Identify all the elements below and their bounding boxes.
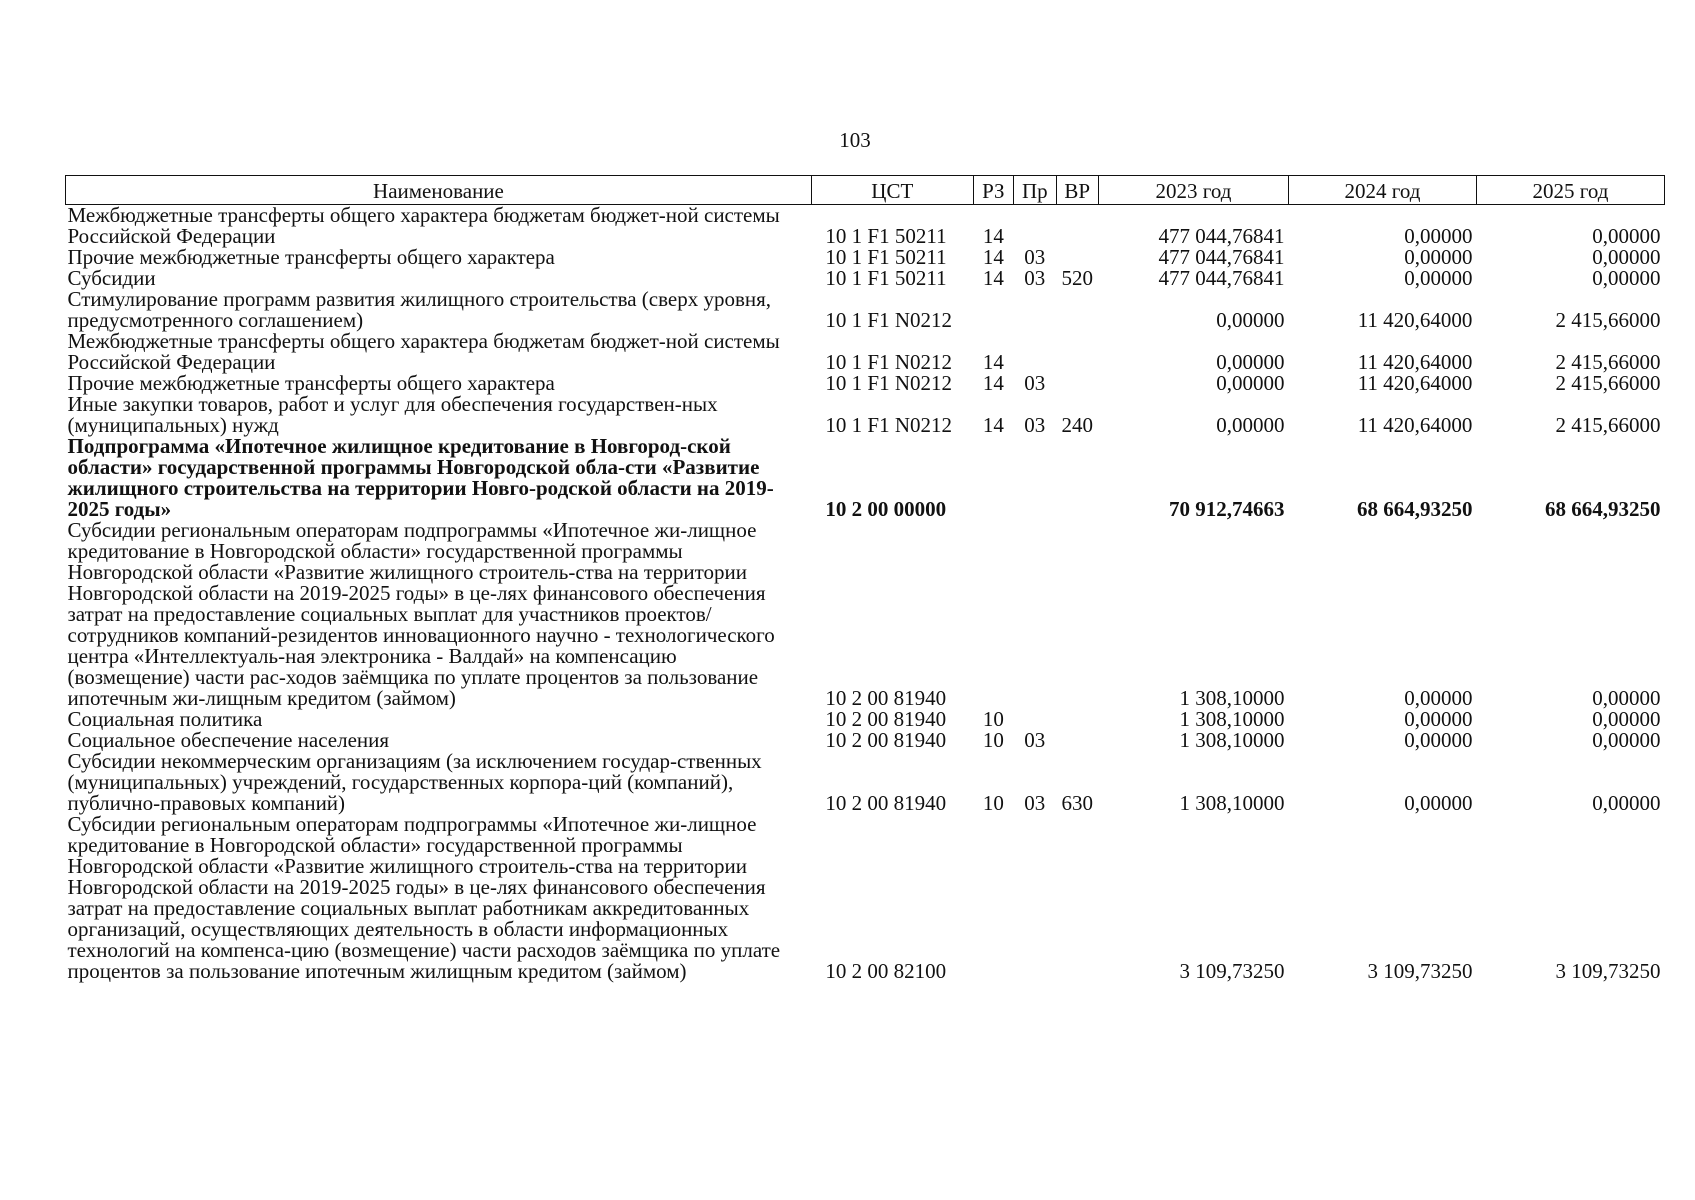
row-value-2024: 0,00000: [1404, 245, 1473, 269]
row-name: Межбюджетные трансферты общего характера бюджетам бюджет-ной системы Российской Федерации: [67, 203, 780, 248]
row-vr: [1056, 520, 1098, 709]
row-rz: [973, 520, 1013, 709]
row-value-2024: 11 420,64000: [1357, 413, 1473, 437]
row-rz: 14: [982, 413, 1004, 437]
row-vr: [1056, 331, 1098, 373]
row-value-2023: 477 044,76841: [1158, 224, 1285, 248]
row-vr: [1056, 436, 1098, 520]
row-value-2024: 68 664,93250: [1356, 497, 1473, 521]
row-rz: 10: [982, 728, 1004, 752]
row-value-2023: 477 044,76841: [1158, 245, 1285, 269]
row-value-2024: 3 109,73250: [1367, 959, 1473, 983]
row-vr: 240: [1061, 413, 1093, 437]
row-pr: 03: [1024, 791, 1046, 815]
row-code: 10 2 00 81940: [825, 791, 947, 815]
row-vr: [1056, 709, 1098, 730]
header-2024: 2024 год: [1288, 176, 1476, 205]
row-name: Прочие межбюджетные трансферты общего характера: [67, 371, 555, 395]
row-pr: [1014, 436, 1056, 520]
row-rz: [973, 436, 1013, 520]
row-value-2023: 1 308,10000: [1179, 791, 1285, 815]
row-value-2023: 1 308,10000: [1179, 686, 1285, 710]
row-name: Прочие межбюджетные трансферты общего характера: [67, 245, 555, 269]
table-row: [66, 289, 1665, 331]
row-value-2023: 0,00000: [1216, 350, 1285, 374]
row-value-2025: 3 109,73250: [1555, 959, 1661, 983]
header-2025: 2025 год: [1476, 176, 1664, 205]
row-value-2023: 1 308,10000: [1179, 728, 1285, 752]
table-row: [66, 751, 1665, 814]
row-name: Стимулирование программ развития жилищного строительства (сверх уровня, предусмотренного соглашением): [67, 287, 772, 332]
row-code: 10 2 00 82100: [825, 959, 947, 983]
row-rz: 14: [982, 371, 1004, 395]
row-name: Подпрограмма «Ипотечное жилищное кредитование в Новгород-ской области» государственной программы Новгородской обла-сти «Развитие жилищного строительства на территории Новго-родской области на 2019-2025 годы»: [67, 434, 774, 521]
row-rz: 10: [982, 707, 1004, 731]
row-value-2023: 477 044,76841: [1158, 266, 1285, 290]
row-name: Социальное обеспечение населения: [67, 728, 390, 752]
row-code: 10 1 F1 50211: [825, 245, 947, 269]
row-pr: [1014, 331, 1056, 373]
header-2023: 2023 год: [1098, 176, 1288, 205]
header-code: ЦСТ: [811, 176, 973, 205]
row-value-2024: 0,00000: [1404, 224, 1473, 248]
row-pr: [1014, 205, 1056, 248]
table-row: [66, 205, 1665, 248]
row-value-2023: 0,00000: [1216, 413, 1285, 437]
row-code: 10 2 00 81940: [825, 707, 947, 731]
row-pr: 03: [1024, 371, 1046, 395]
budget-table: [65, 175, 1665, 982]
row-rz: 14: [982, 266, 1004, 290]
table-body: [66, 205, 1665, 983]
row-vr: [1056, 205, 1098, 248]
row-rz: [973, 814, 1013, 982]
row-code: 10 1 F1 N0212: [825, 350, 953, 374]
row-value-2024: 0,00000: [1404, 728, 1473, 752]
row-value-2025: 0,00000: [1592, 245, 1661, 269]
row-value-2025: 0,00000: [1592, 224, 1661, 248]
table-row: [66, 373, 1665, 394]
row-vr: 520: [1061, 266, 1093, 290]
row-value-2025: 0,00000: [1592, 266, 1661, 290]
table-header: [66, 176, 1665, 205]
header-pr: Пр: [1014, 176, 1056, 205]
row-pr: [1014, 289, 1056, 331]
row-code: 10 2 00 81940: [825, 686, 947, 710]
table-row: [66, 436, 1665, 520]
row-value-2023: 1 308,10000: [1179, 707, 1285, 731]
row-code: 10 1 F1 N0212: [825, 371, 953, 395]
table-row: [66, 730, 1665, 751]
row-value-2025: 0,00000: [1592, 707, 1661, 731]
row-vr: [1056, 730, 1098, 751]
row-value-2023: 70 912,74663: [1168, 497, 1285, 521]
row-code: 10 2 00 81940: [825, 728, 947, 752]
header-name: Наименование: [66, 176, 812, 205]
row-value-2025: 0,00000: [1592, 686, 1661, 710]
row-vr: 630: [1061, 791, 1093, 815]
row-rz: [973, 289, 1013, 331]
row-value-2024: 11 420,64000: [1357, 350, 1473, 374]
row-pr: 03: [1024, 728, 1046, 752]
header-vr: ВР: [1056, 176, 1098, 205]
row-vr: [1056, 289, 1098, 331]
row-vr: [1056, 814, 1098, 982]
row-vr: [1056, 247, 1098, 268]
page-number: 103: [839, 128, 871, 152]
row-value-2025: 0,00000: [1592, 728, 1661, 752]
row-rz: 10: [982, 791, 1004, 815]
row-value-2024: 0,00000: [1404, 707, 1473, 731]
row-value-2024: 0,00000: [1404, 266, 1473, 290]
row-pr: [1014, 814, 1056, 982]
row-value-2024: 0,00000: [1404, 791, 1473, 815]
table-row: [66, 709, 1665, 730]
row-name: Субсидии региональным операторам подпрограммы «Ипотечное жи-лищное кредитование в Новгородской области» государственной программы Новгородской области «Развитие жилищного строитель-ства на территории Новгородской области на 2019-2025 годы» в це-лях финансового обеспечения затрат на предоставление социальных выплат работникам аккредитованных организаций, осуществляющих деятельность в области информационных технологий на компенса-цию (возмещение) части расходов заёмщика по уплате процентов за пользование ипотечным жилищным кредитом (займом): [67, 812, 781, 983]
row-rz: 14: [982, 224, 1004, 248]
row-value-2024: 0,00000: [1404, 686, 1473, 710]
row-rz: 14: [982, 245, 1004, 269]
row-value-2025: 2 415,66000: [1555, 413, 1661, 437]
row-name: Социальная политика: [67, 707, 263, 731]
row-code: 10 1 F1 N0212: [825, 308, 953, 332]
row-value-2024: 11 420,64000: [1357, 371, 1473, 395]
row-value-2024: 11 420,64000: [1357, 308, 1473, 332]
row-code: 10 1 F1 50211: [825, 224, 947, 248]
row-value-2025: 0,00000: [1592, 791, 1661, 815]
row-value-2025: 2 415,66000: [1555, 371, 1661, 395]
row-name: Межбюджетные трансферты общего характера бюджетам бюджет-ной системы Российской Федерации: [67, 329, 780, 374]
row-code: 10 1 F1 N0212: [825, 413, 953, 437]
row-rz: 14: [982, 350, 1004, 374]
table-row: [66, 331, 1665, 373]
row-name: Субсидии региональным операторам подпрограммы «Ипотечное жи-лищное кредитование в Новгородской области» государственной программы Новгородской области «Развитие жилищного строитель-ства на территории Новгородской области на 2019-2025 годы» в це-лях финансового обеспечения затрат на предоставление социальных выплат для участников проектов/сотрудников компаний-резидентов инновационного научно - технологического центра «Интеллектуаль-ная электроника - Валдай» на компенсацию (возмещение) части рас-ходов заёмщика по уплате процентов за пользование ипотечным жи-лищным кредитом (займом): [67, 518, 775, 710]
row-value-2023: 0,00000: [1216, 371, 1285, 395]
row-pr: [1014, 520, 1056, 709]
row-pr: 03: [1024, 266, 1046, 290]
row-name: Субсидии: [67, 266, 156, 290]
row-pr: 03: [1024, 413, 1046, 437]
row-name: Субсидии некоммерческим организациям (за исключением государ-ственных (муниципальных) учреждений, государственных корпора-ций (компаний), публично-правовых компаний): [67, 749, 762, 815]
row-pr: 03: [1024, 245, 1046, 269]
row-name: Иные закупки товаров, работ и услуг для обеспечения государствен-ных (муниципальных) нужд: [67, 392, 718, 437]
row-value-2025: 2 415,66000: [1555, 350, 1661, 374]
table-row: [66, 268, 1665, 289]
header-rz: РЗ: [973, 176, 1013, 205]
row-code: 10 1 F1 50211: [825, 266, 947, 290]
row-value-2023: 0,00000: [1216, 308, 1285, 332]
row-vr: [1056, 373, 1098, 394]
row-value-2025: 2 415,66000: [1555, 308, 1661, 332]
row-value-2025: 68 664,93250: [1545, 497, 1661, 521]
row-code: 10 2 00 00000: [825, 497, 947, 521]
row-pr: [1014, 709, 1056, 730]
table-row: [66, 394, 1665, 436]
table-row: [66, 520, 1665, 709]
row-value-2023: 3 109,73250: [1179, 959, 1285, 983]
table-row: [66, 247, 1665, 268]
table-row: [66, 814, 1665, 982]
